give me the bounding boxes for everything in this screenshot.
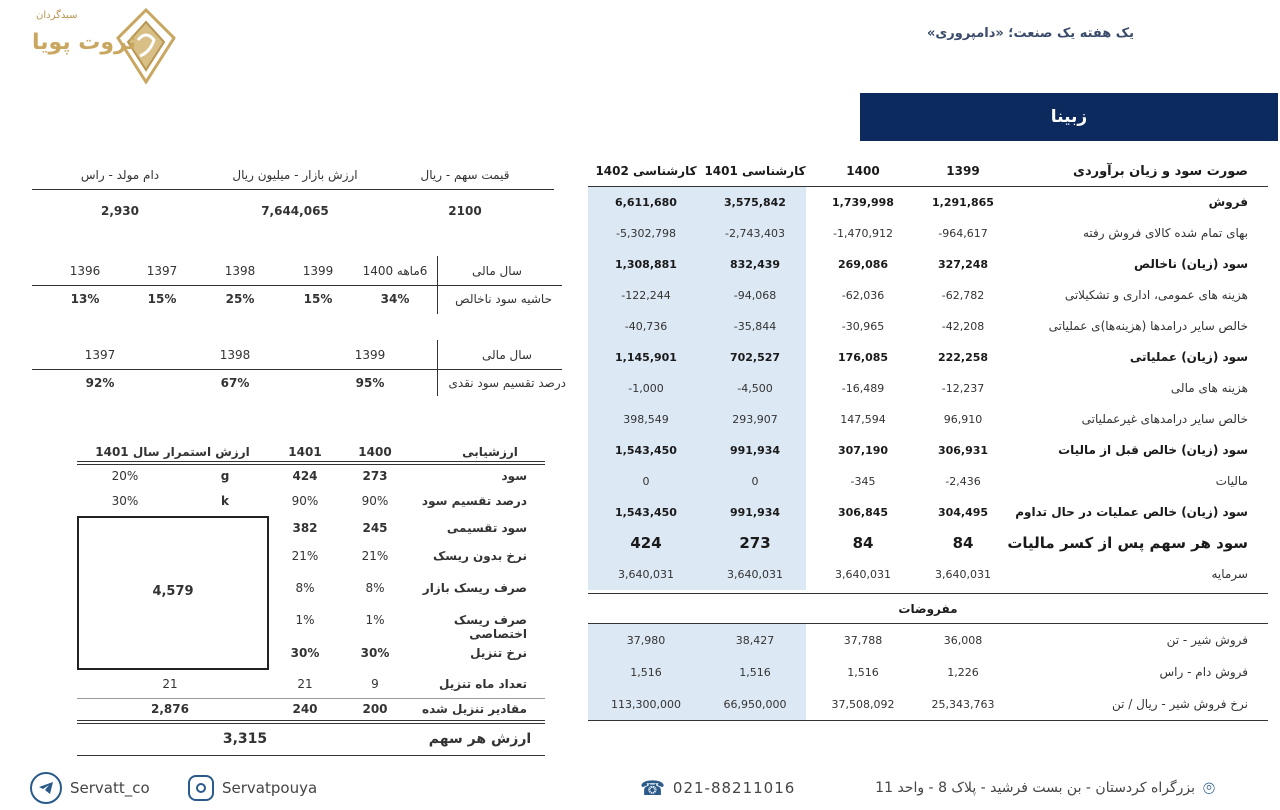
income-cell: -40,736 [624,320,668,333]
val-row-label: مقادیر تنزیل شده [422,702,527,716]
val-row-label: سود [501,469,527,483]
phone-number: 021-88211016 [672,779,796,797]
val-1400: 21% [361,549,389,563]
div-value: 95% [355,376,385,390]
income-cell: 6,611,680 [615,196,677,209]
company-name-banner: زبینا [860,93,1278,141]
assumption-row [588,625,1268,656]
instagram-icon [188,775,214,801]
income-cell: 176,085 [837,351,889,364]
income-row-label: سود (زیان) عملیاتی [1129,350,1248,364]
val-1401: 424 [292,469,318,483]
income-cell: 304,495 [937,506,989,519]
val-1401: 21 [297,677,313,691]
val-row-label: نرخ تنزیل [470,646,527,660]
income-cell: 424 [630,534,662,552]
telegram-icon [30,772,62,804]
val-1401: 382 [292,521,318,535]
income-row [588,466,1268,497]
val-1401: 90% [291,494,319,508]
k-value: 30% [111,494,139,508]
income-cell: -122,244 [621,289,671,302]
gm-year: 1398 [224,264,256,278]
income-cell: -5,302,798 [616,227,676,240]
income-cell: 307,190 [837,444,889,457]
val-1401: 240 [292,702,318,716]
report-title: یک هفته یک صنعت؛ «دامپروری» [926,26,1134,41]
col-1399: 1399 [946,164,980,178]
income-cell: 398,549 [623,413,669,426]
location-pin-icon: ⌾ [1203,776,1215,800]
logo-top-text: سبدگردان [36,10,78,21]
market-cap-value: 7,644,065 [261,204,329,218]
income-cell: 3,640,031 [835,568,891,581]
income-row-label: هزینه های عمومی، اداری و تشکیلاتی [1064,288,1248,302]
div-value: 92% [85,376,115,390]
div-rule [32,369,562,370]
income-row-label: بهای تمام شده کالای فروش رفته [1083,226,1248,240]
income-row-label: مالیات [1215,474,1248,488]
income-cell: -16,489 [841,382,885,395]
terminal-value: 4,579 [152,584,194,599]
income-cell: 832,439 [729,258,781,271]
income-row-label: خالص سایر درامدهای غیرعملیاتی [1081,412,1248,426]
val-1400: 1% [365,613,385,627]
assumption-cell: 37,980 [626,634,666,647]
val-total-rule-1 [77,720,545,721]
assumptions-title-row [588,595,1268,623]
col-1401: کارشناسی 1401 [704,164,806,178]
income-row [588,435,1268,466]
income-row-label: هزینه های مالی [1170,381,1248,395]
income-cell: 1,543,450 [615,444,677,457]
instagram-handle: Servatpouya [222,779,318,797]
gm-year: 1397 [146,264,178,278]
assumption-cell: 36,008 [943,634,983,647]
div-value: 67% [220,376,250,390]
company-logo [30,8,180,84]
gm-value: 15% [303,292,333,306]
income-cell: 84 [952,534,974,552]
income-cell: -1,000 [628,382,664,395]
income-cell: 3,575,842 [724,196,786,209]
income-row [588,249,1268,280]
assumption-cell: 1,516 [630,666,662,679]
gm-year-label: سال مالی [472,264,522,278]
address [820,772,1215,804]
gm-value: 34% [380,292,410,306]
income-cell: -94,068 [733,289,777,302]
assumption-cell: 1,516 [847,666,879,679]
income-row-label: خالص سایر درامدها (هزینه‌ها)ی عملیاتی [1048,319,1248,333]
income-cell: 269,086 [837,258,889,271]
val-total-rule-2 [77,723,545,724]
k-label: k [221,494,229,508]
val-bottom-rule [77,755,545,756]
val-1400: 273 [362,469,388,483]
income-row [588,559,1268,590]
income-cell: -62,782 [941,289,985,302]
income-row [588,528,1268,559]
col-1400: 1400 [846,164,880,178]
income-cell: 0 [642,475,650,488]
income-cell: 84 [852,534,874,552]
income-cell: 702,527 [729,351,781,364]
assumption-label: نرخ فروش شیر - ریال / تن [1111,697,1248,711]
val-header-label: ارزشیابی [462,445,518,459]
val-terminal-cell: 21 [162,677,178,691]
assumption-cell: 38,427 [735,634,775,647]
val-header-terminal: ارزش استمرار سال 1401 [95,445,250,459]
income-row [588,280,1268,311]
g-value: 20% [111,469,139,483]
income-row [588,311,1268,342]
income-row-label: سود هر سهم پس از کسر مالیات [1007,534,1248,552]
income-cell: 1,543,450 [615,506,677,519]
col-1402: کارشناسی 1402 [595,164,697,178]
income-header-row [588,156,1268,187]
income-cell: 222,258 [937,351,989,364]
income-cell: 1,308,881 [615,258,677,271]
val-row-rule [77,698,545,699]
income-row-label: فروش [1208,195,1248,209]
val-1401: 8% [295,581,315,595]
assumption-cell: 113,300,000 [611,698,681,711]
income-row-label: سرمایه [1211,567,1248,581]
income-cell: 1,145,901 [615,351,677,364]
val-header-1400: 1400 [358,445,392,459]
gm-value: 15% [147,292,177,306]
address-text: بزرگراه کردستان - بن بست فرشید - پلاک 8 - واحد 11 [875,780,1195,796]
income-row [588,187,1268,218]
gm-value: 13% [70,292,100,306]
income-cell: -1,470,912 [833,227,893,240]
income-cell: 306,931 [937,444,989,457]
income-cell: 1,291,865 [932,196,994,209]
val-terminal-cell: 2,876 [151,702,189,716]
income-cell: -12,237 [941,382,985,395]
val-row-label: تعداد ماه تنزیل [439,677,527,691]
income-cell: 3,640,031 [727,568,783,581]
share-price-header: قیمت سهم - ریال [420,168,510,182]
assumptions-bottom-rule [588,623,1268,624]
gm-value: 25% [225,292,255,306]
assumption-cell: 37,788 [843,634,883,647]
val-1401: 1% [295,613,315,627]
assumption-label: فروش شیر - تن [1166,633,1248,647]
div-year: 1399 [354,348,386,362]
val-row-label: صرف ریسک بازار [422,581,527,595]
income-cell: -4,500 [737,382,773,395]
telegram-link[interactable] [30,772,150,804]
income-row [588,218,1268,249]
gm-metric-label: حاشیه سود ناخالص [455,292,552,306]
val-1400: 90% [361,494,389,508]
val-header-1401: 1401 [288,445,322,459]
div-year: 1397 [84,348,116,362]
market-cap-header: ارزش بازار - میلیون ریال [232,168,358,182]
income-cell: 1,739,998 [832,196,894,209]
assumption-label: فروش دام - راس [1159,665,1248,679]
assumptions-title: مفروضات [898,602,958,616]
telegram-handle: Servatt_co [70,779,150,797]
val-1400: 245 [362,521,388,535]
income-cell: 327,248 [937,258,989,271]
income-cell: -42,208 [941,320,985,333]
assumption-cell: 66,950,000 [723,698,787,711]
assumption-row [588,689,1268,720]
income-title: صورت سود و زیان برآوردی [1073,164,1248,179]
val-row-label: سود تقسیمی [446,521,527,535]
val-1400: 8% [365,581,385,595]
income-cell: 306,845 [837,506,889,519]
income-cell: 96,910 [943,413,983,426]
val-1400: 30% [360,646,390,660]
val-1401: 30% [290,646,320,660]
income-row [588,497,1268,528]
val-row-label: صرف ریسک اختصاصی [453,613,527,641]
income-cell: 991,934 [729,444,781,457]
income-row [588,404,1268,435]
livestock-value: 2,930 [101,204,139,218]
income-cell: -345 [850,475,876,488]
income-cell: -35,844 [733,320,777,333]
gm-year: 1396 [69,264,101,278]
gm-year: 1399 [302,264,334,278]
g-label: g [220,469,230,483]
share-value: 3,315 [222,731,268,747]
instagram-link[interactable] [188,772,317,804]
income-row-label: سود (زیان) خالص قبل از مالیات [1058,443,1248,457]
div-year: 1398 [219,348,251,362]
gm-year: 6ماهه 1400 [362,264,428,278]
assumption-cell: 1,516 [739,666,771,679]
phone-contact [640,772,795,804]
income-row [588,342,1268,373]
income-cell: 293,907 [732,413,778,426]
income-cell: 3,640,031 [935,568,991,581]
income-cell: 147,594 [840,413,886,426]
income-cell: 991,934 [729,506,781,519]
phone-icon: ☎ [640,776,665,800]
income-cell: -2,743,403 [725,227,785,240]
income-cell: -30,965 [841,320,885,333]
income-cell: 0 [751,475,759,488]
assumption-cell: 25,343,763 [931,698,995,711]
income-cell: -964,617 [938,227,988,240]
assumption-row [588,657,1268,688]
assumption-cell: 1,226 [947,666,979,679]
income-row [588,373,1268,404]
income-row-label: سود (زیان) ناخالص [1133,257,1248,271]
val-1400: 200 [362,702,388,716]
div-divider [437,340,438,396]
val-rule-2 [77,464,545,465]
income-bottom-rule [588,720,1268,721]
val-row-label: نرخ بدون ریسک [432,549,527,563]
share-value-label: ارزش هر سهم [428,731,532,747]
income-cell: 3,640,031 [618,568,674,581]
logo-main-text: ثروت پویا [32,30,136,55]
val-row-label: درصد تقسیم سود [421,494,527,508]
income-cell: -62,036 [841,289,885,302]
gm-rule [32,285,562,286]
val-1400: 9 [371,677,379,691]
val-1401: 21% [291,549,319,563]
livestock-header: دام مولد - راس [80,168,160,182]
income-row-label: سود (زیان) خالص عملیات در حال تداوم [1015,505,1248,519]
income-cell: 273 [739,534,771,552]
income-cell: -2,436 [945,475,981,488]
share-price-value: 2100 [448,204,482,218]
assumptions-top-rule [588,593,1268,594]
val-rule-1 [77,461,545,462]
div-metric-label: درصد تقسیم سود نقدی [448,376,566,390]
div-year-label: سال مالی [482,348,532,362]
assumption-cell: 37,508,092 [831,698,895,711]
market-rule [32,189,554,190]
